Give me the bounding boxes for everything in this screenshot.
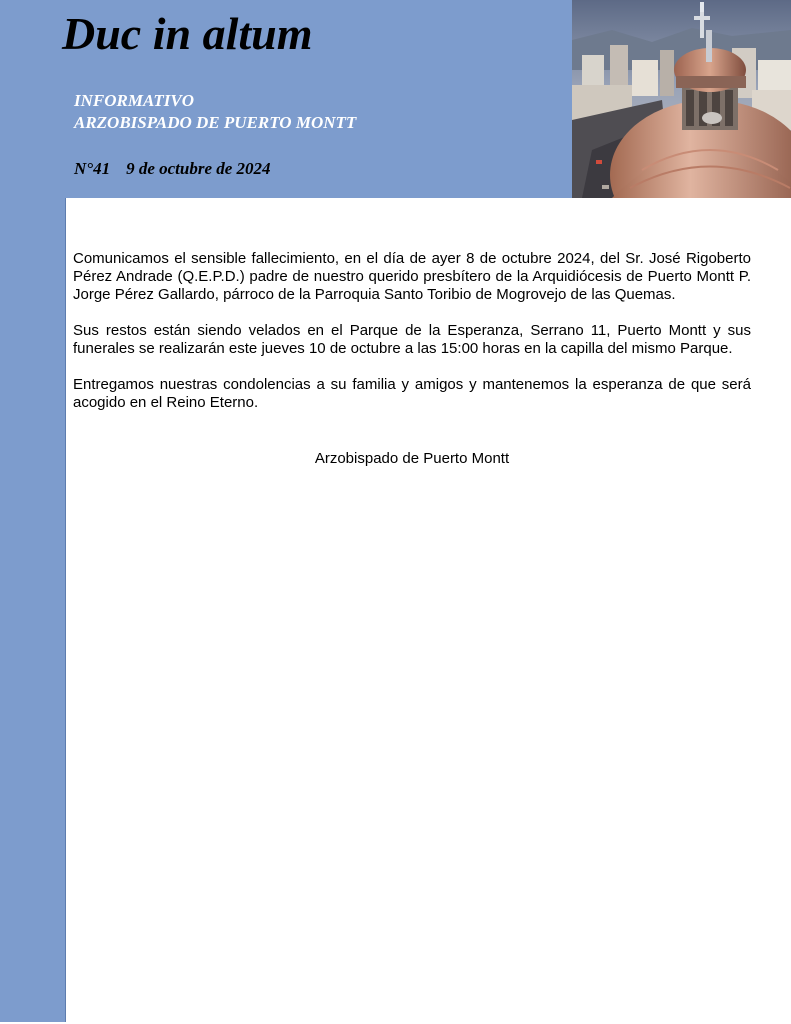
masthead-title: Duc in altum [62, 8, 313, 59]
paragraph-announcement: Comunicamos el sensible fallecimiento, en el día de ayer 8 de octubre 2024, del Sr. José Rigoberto Pérez Andrade (Q.E.P.D.) padre de nuestro querido presbítero de la Arquidiócesis de Puerto Montt P. Jorge Pérez Gallardo, párroco de la Parroquia Santo Toribio de Mogrovejo de las Quemas. [73, 250, 751, 303]
subtitle-arzobispado: ARZOBISPADO DE PUERTO MONTT [74, 113, 357, 132]
left-decorative-band [0, 0, 66, 1022]
subtitle-informativo: INFORMATIVO [74, 91, 194, 110]
issue-date: 9 de octubre de 2024 [126, 159, 271, 178]
notice-body [73, 250, 751, 430]
paragraph-condolences: Entregamos nuestras condolencias a su familia y amigos y mantenemos la esperanza de que será acogido en el Reino Eterno. [73, 376, 751, 411]
signature: Arzobispado de Puerto Montt [314, 450, 510, 467]
issue-info [74, 158, 271, 180]
cathedral-photo [572, 0, 791, 198]
issue-number: N°41 [74, 159, 111, 178]
paragraph-funeral-details: Sus restos están siendo velados en el Parque de la Esperanza, Serrano 11, Puerto Montt y sus funerales se realizarán este jueves 10 de octubre a las 15:00 horas en la capilla del mismo Parque. [73, 322, 751, 357]
